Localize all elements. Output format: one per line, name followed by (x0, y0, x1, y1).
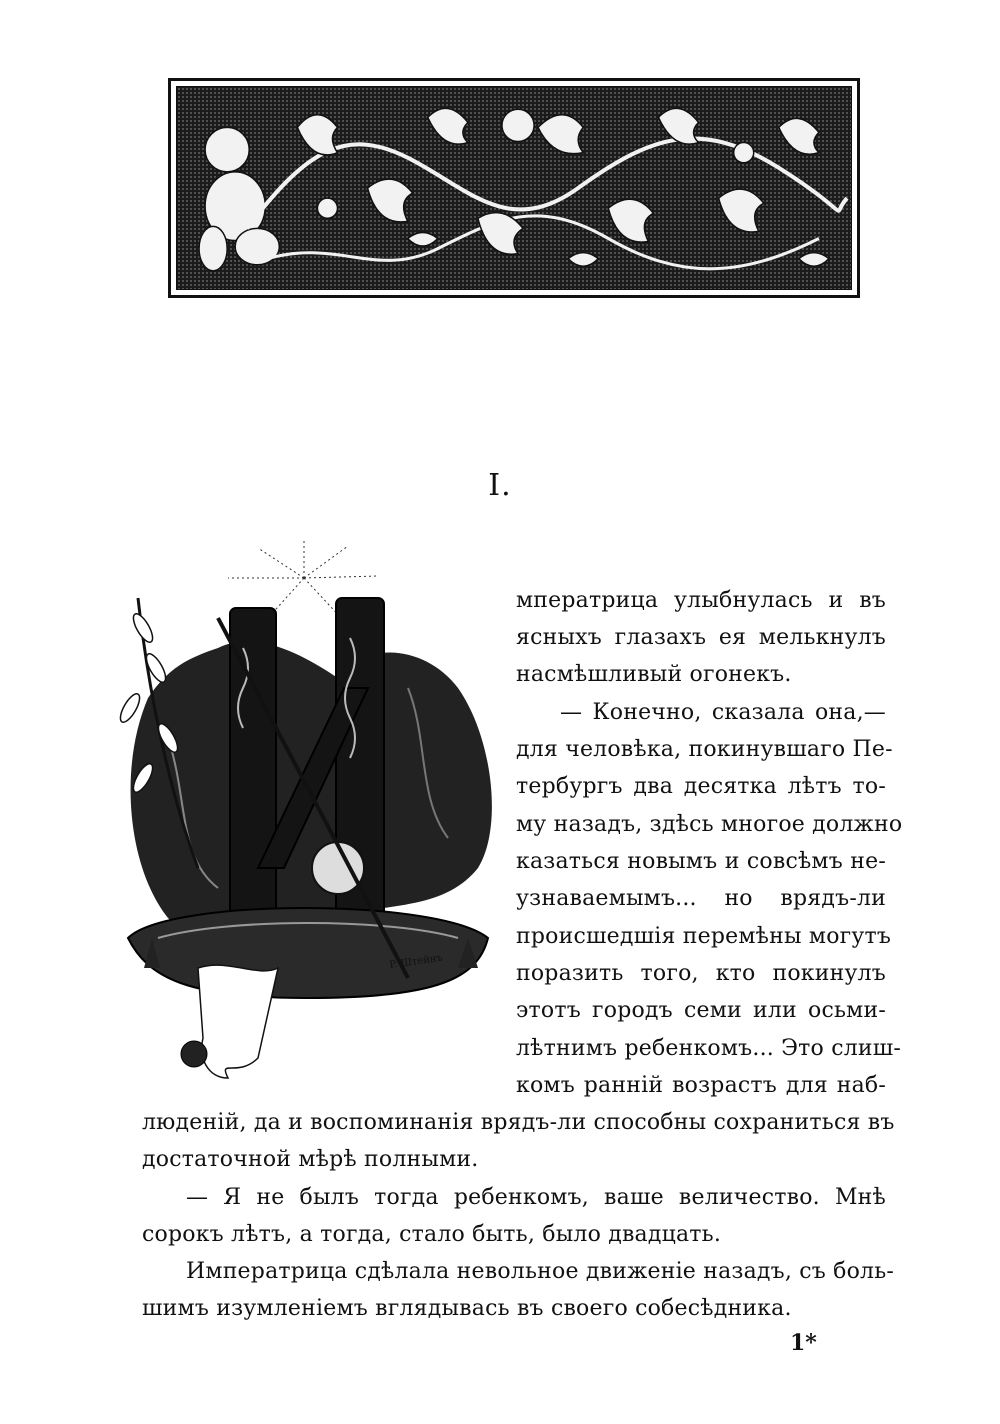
text-line: лѣтнимъ ребенкомъ... Это слиш- (516, 1036, 902, 1061)
text-line: му назадъ, здѣсь многое должно (516, 812, 903, 837)
illustration-signature: P. Штейнъ (388, 952, 444, 971)
text-line: сорокъ лѣтъ, а тогда, стало быть, было двадцать. (142, 1222, 722, 1247)
chapter-number: I. (488, 468, 512, 503)
page-folio: 1* (790, 1330, 817, 1356)
text-line: поразить того, кто покинулъ (516, 961, 886, 986)
text-line: казаться новымъ и совсѣмъ не- (516, 849, 886, 874)
text-line: люденій, да и воспоминанія врядъ-ли способны сохраниться въ (142, 1110, 895, 1135)
text-line: — Я не былъ тогда ребенкомъ, ваше величество. Мнѣ (186, 1185, 886, 1210)
text-line: — Конечно, сказала она,— (560, 700, 886, 725)
text-line: происшедшія перемѣны могутъ (516, 924, 892, 949)
text-line: комъ ранній возрастъ для наб- (516, 1073, 886, 1098)
foliage-ornament-icon (177, 87, 851, 289)
text-line: мператрица улыбнулась и въ (516, 588, 886, 613)
text-line: насмѣшливый огонекъ. (516, 662, 792, 687)
text-line: шимъ изумленіемъ вглядывась въ своего собесѣдника. (142, 1296, 792, 1321)
text-line: тербургъ два десятка лѣтъ то- (516, 774, 886, 799)
text-line: для человѣка, покинувшаго Пе- (516, 737, 893, 762)
drop-cap-illustration (108, 538, 500, 1098)
drop-cap-icon (108, 538, 500, 1098)
decorative-headpiece (168, 78, 860, 298)
text-line: узнаваемымъ... но врядъ-ли (516, 886, 886, 911)
text-line: ясныхъ глазахъ ея мелькнулъ (516, 625, 886, 650)
text-line: этотъ городъ семи или осьми- (516, 998, 886, 1023)
text-line: Императрица сдѣлала невольное движеніе назадъ, съ боль- (186, 1259, 895, 1284)
text-line: достаточной мѣрѣ полными. (142, 1147, 479, 1172)
